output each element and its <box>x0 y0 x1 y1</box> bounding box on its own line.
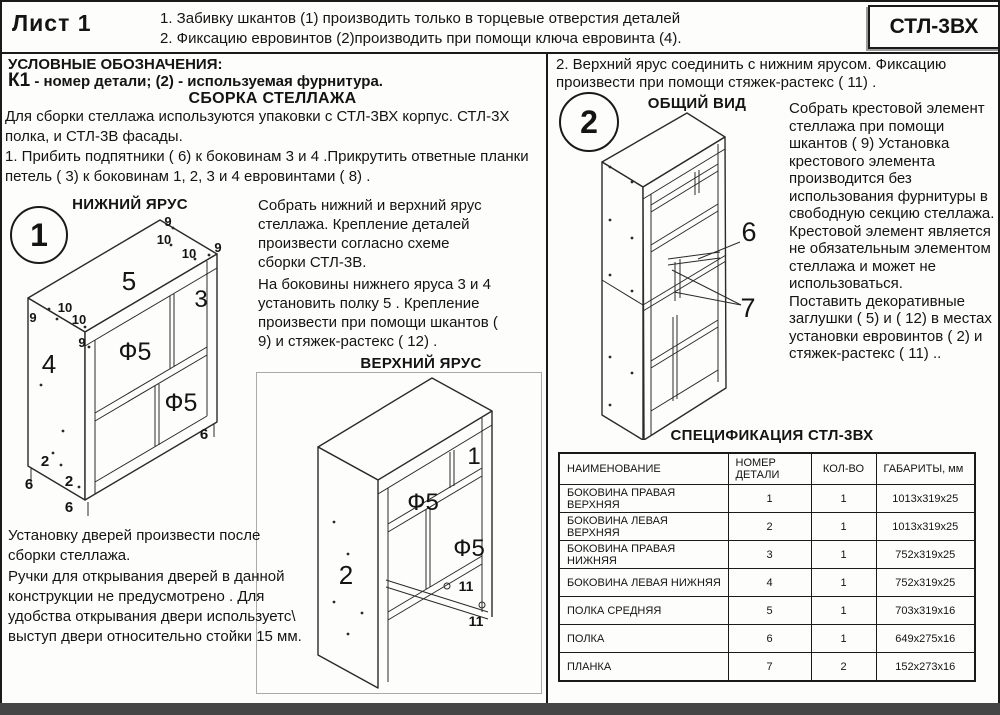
cell-dimensions: 703x319x16 <box>876 597 975 625</box>
label-screw-2: 2 <box>40 453 50 470</box>
tier-text-paragraph-2: На боковины нижнего яруса 3 и 4 установить полку 5 . Крепление произвести при помощи шкантов ( 9) и стяжек-растекс ( 12) . <box>258 276 498 350</box>
cell-name: БОКОВИНА ПРАВАЯ ВЕРХНЯЯ <box>559 485 728 513</box>
table-row <box>559 569 975 597</box>
header-notes <box>160 9 682 49</box>
table-row <box>559 625 975 653</box>
label-phi5-upper: Ф5 <box>118 338 152 366</box>
spec-header-dimensions: ГАБАРИТЫ, мм <box>876 453 975 485</box>
label-tie-11: 11 <box>468 613 484 629</box>
step2-paragraph: 2. Верхний ярус соединить с нижним ярусом. Фиксацию произвести при помощи стяжек-растекс ( 11) . <box>556 56 947 91</box>
cell-qty: 1 <box>811 513 876 541</box>
cell-name: БОКОВИНА ПРАВАЯ НИЖНЯЯ <box>559 541 728 569</box>
cell-dimensions: 1013x319x25 <box>876 485 975 513</box>
diagram1-badge: 1 <box>10 206 68 264</box>
intro-paragraph: Для сборки стеллажа используются упаковки с СТЛ-3ВХ корпус. СТЛ-3Х полка, и СТЛ-3В фасады. <box>5 108 510 145</box>
assembly-title: СБОРКА СТЕЛЛАЖА <box>188 90 357 107</box>
cell-qty: 1 <box>811 597 876 625</box>
label-right-panel-1: 1 <box>467 443 481 470</box>
legend-title: УСЛОВНЫЕ ОБОЗНАЧЕНИЯ: <box>8 56 223 73</box>
cell-qty: 1 <box>811 625 876 653</box>
table-row <box>559 485 975 513</box>
label-plank-7: 7 <box>740 293 756 323</box>
label-left-panel-2: 2 <box>338 560 354 590</box>
legend-line <box>8 70 383 92</box>
sheet-title: Лист 1 <box>12 10 92 36</box>
cell-qty: 1 <box>811 541 876 569</box>
label-tie-11: 11 <box>458 578 474 594</box>
cell-name: БОКОВИНА ЛЕВАЯ ВЕРХНЯЯ <box>559 513 728 541</box>
cell-part-number: 2 <box>728 513 811 541</box>
label-dowel-9: 9 <box>29 310 37 325</box>
label-dowel-9: 9 <box>164 214 172 229</box>
table-row <box>559 513 975 541</box>
diagram1-title: НИЖНИЙ ЯРУС <box>72 196 188 213</box>
general-view-outline <box>602 113 741 440</box>
label-fitting-10: 10 <box>181 246 197 261</box>
cell-part-number: 4 <box>728 569 811 597</box>
spec-header-name: НАИМЕНОВАНИЕ <box>559 453 728 485</box>
label-dowel-9: 9 <box>214 240 222 255</box>
legend-k1: К1 <box>8 70 31 91</box>
label-phi5-lower: Ф5 <box>453 535 485 562</box>
table-row <box>559 597 975 625</box>
label-shelf-6: 6 <box>741 217 757 247</box>
tier-text-paragraph-1: Собрать нижний и верхний ярус стеллажа. Крепление деталей произвести согласно схеме сборки СТЛ-3В. <box>258 197 482 271</box>
label-screw-2: 2 <box>64 473 74 490</box>
cross-text-paragraph-1: Собрать крестовой элемент стеллажа при помощи шкантов ( 9) Установка крестового элемента производится без использования фурнитуры в свободную секцию стеллажа. Крестовой элемент является не обязательным элементом стеллажа и может не использоваться. <box>789 100 995 292</box>
label-foot-6: 6 <box>199 426 209 443</box>
spec-title: СПЕЦИФИКАЦИЯ СТЛ-3ВХ <box>670 427 874 444</box>
cell-part-number: 7 <box>728 653 811 682</box>
cell-dimensions: 752x319x25 <box>876 569 975 597</box>
table-row <box>559 653 975 682</box>
header-band <box>2 2 998 54</box>
header-note-1: 1. Забивку шкантов (1) производить только в торцевые отверстия деталей <box>160 10 681 27</box>
cell-part-number: 6 <box>728 625 811 653</box>
legend-text: - номер детали; (2) - используемая фурнитура. <box>30 73 383 90</box>
label-right-panel-3: 3 <box>194 286 208 313</box>
cell-part-number: 5 <box>728 597 811 625</box>
spec-header-row <box>559 453 975 485</box>
cell-name: БОКОВИНА ЛЕВАЯ НИЖНЯЯ <box>559 569 728 597</box>
table-row <box>559 541 975 569</box>
lower-tier-outline <box>28 220 217 516</box>
label-fitting-10: 10 <box>57 300 73 315</box>
label-foot-6: 6 <box>24 476 34 493</box>
spec-header-part-number: НОМЕР ДЕТАЛИ <box>728 453 811 485</box>
cross-element-text <box>789 100 999 363</box>
diagram2-title: ВЕРХНИЙ ЯРУС <box>360 355 482 372</box>
cell-dimensions: 752x319x25 <box>876 541 975 569</box>
label-dowel-9: 9 <box>78 335 86 350</box>
cell-name: ПОЛКА <box>559 625 728 653</box>
upper-tier-outline <box>318 378 492 688</box>
step1-paragraph: 1. Прибить подпятники ( 6) к боковинам 3 и 4 .Прикрутить ответные планки петель ( 3) к боковинам 1, 2, 3 и 4 евровинтами ( 8) . <box>5 148 529 185</box>
cross-text-paragraph-2: Поставить декоративные заглушки ( 5) и ( 12) в местах установки евровинтов ( 2) и стяжек-растекс ( 11) .. <box>789 292 992 362</box>
cell-qty: 2 <box>811 653 876 682</box>
diagram3-badge: 2 <box>559 92 619 152</box>
label-top-panel-5: 5 <box>121 266 137 296</box>
cell-part-number: 3 <box>728 541 811 569</box>
cell-name: ПЛАНКА <box>559 653 728 682</box>
cell-name: ПОЛКА СРЕДНЯЯ <box>559 597 728 625</box>
model-badge: СТЛ-3ВХ <box>868 5 1000 49</box>
doors-note-2: Ручки для открывания дверей в данной конструкции не предусмотрено . Для удобства открывания двери используетс\ выступ двери относительно стойки 15 мм. <box>8 568 302 645</box>
label-phi5-upper: Ф5 <box>407 489 439 516</box>
doors-note-1: Установку дверей произвести после сборки стеллажа. <box>8 527 261 564</box>
tier-assembly-text <box>258 196 500 351</box>
cell-part-number: 1 <box>728 485 811 513</box>
lower-tier-diagram <box>5 195 250 525</box>
bottom-scan-bar <box>0 703 1000 715</box>
cell-dimensions: 1013x319x25 <box>876 513 975 541</box>
cell-dimensions: 152x273x16 <box>876 653 975 682</box>
cell-qty: 1 <box>811 569 876 597</box>
cell-qty: 1 <box>811 485 876 513</box>
label-fitting-10: 10 <box>156 232 172 247</box>
spec-table <box>558 452 976 682</box>
header-note-2: 2. Фиксацию евровинтов (2)производить при помощи ключа евровинта (4). <box>160 30 682 47</box>
cell-dimensions: 649x275x16 <box>876 625 975 653</box>
general-view-diagram <box>558 105 798 440</box>
diagram3-title: ОБЩИЙ ВИД <box>647 95 747 112</box>
label-foot-6: 6 <box>64 499 74 516</box>
spec-header-qty: КОЛ-ВО <box>811 453 876 485</box>
label-phi5-lower: Ф5 <box>164 389 198 417</box>
label-left-panel-4: 4 <box>41 349 57 379</box>
label-fitting-10: 10 <box>71 312 87 327</box>
